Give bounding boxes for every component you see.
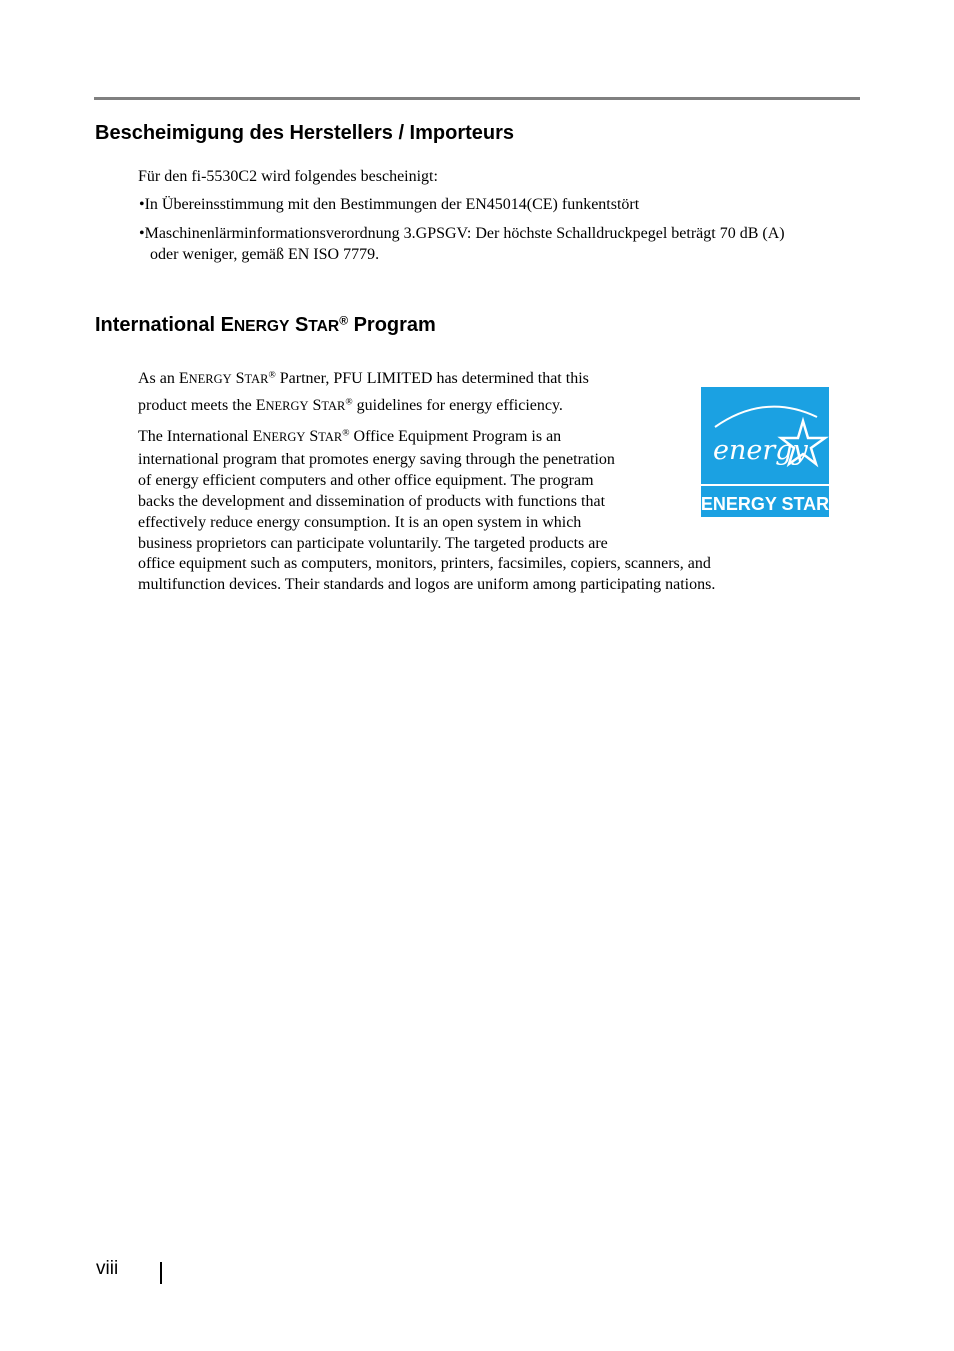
top-rule xyxy=(94,97,860,100)
bullet-item-2: •Maschinenlärminformationsverordnung 3.GPSGV: Der höchste Schalldruckpegel beträgt 70 dB (A) xyxy=(139,225,785,242)
section-heading-manufacturer: Bescheimigung des Herstellers / Importeurs xyxy=(95,122,515,144)
section-heading-energy-star: International ENERGY STAR® Program xyxy=(95,313,436,336)
bullet-item-1: •In Übereinsstimmung mit den Bestimmungen der EN45014(CE) funkentstört xyxy=(139,196,640,213)
paragraph2-line2: international program that promotes energy saving through the penetration xyxy=(138,451,615,468)
paragraph2-line8: multifunction devices. Their standards and logos are uniform among participating nations. xyxy=(138,576,716,593)
paragraph1-line1: As an ENERGY STAR® Partner, PFU LIMITED has determined that this xyxy=(138,369,589,387)
energy-star-logo xyxy=(701,387,829,517)
paragraph2-line6: business proprietors can participate voluntarily. The targeted products are xyxy=(138,535,608,552)
paragraph2-line3: of energy efficient computers and other office equipment. The program xyxy=(138,472,594,489)
intro-text: Für den fi-5530C2 wird folgendes bescheinigt: xyxy=(138,168,438,185)
paragraph1-line2: product meets the ENERGY STAR® guidelines for energy efficiency. xyxy=(138,396,563,414)
logo-label: ENERGY STAR xyxy=(701,494,829,514)
paragraph2-line4: backs the development and dissemination of products with functions that xyxy=(138,493,606,510)
bullet-item-2-continuation: oder weniger, gemäß EN ISO 7779. xyxy=(150,246,380,263)
paragraph2-line1: The International ENERGY STAR® Office Equipment Program is an xyxy=(138,427,562,445)
logo-script-word: energy xyxy=(713,435,808,466)
paragraph2-line5: effectively reduce energy consumption. It is an open system in which xyxy=(138,514,582,531)
page-number: viii xyxy=(96,1258,119,1279)
paragraph2-line7: office equipment such as computers, monitors, printers, facsimiles, copiers, scanners, and xyxy=(138,555,711,572)
footer-divider xyxy=(160,1262,162,1284)
